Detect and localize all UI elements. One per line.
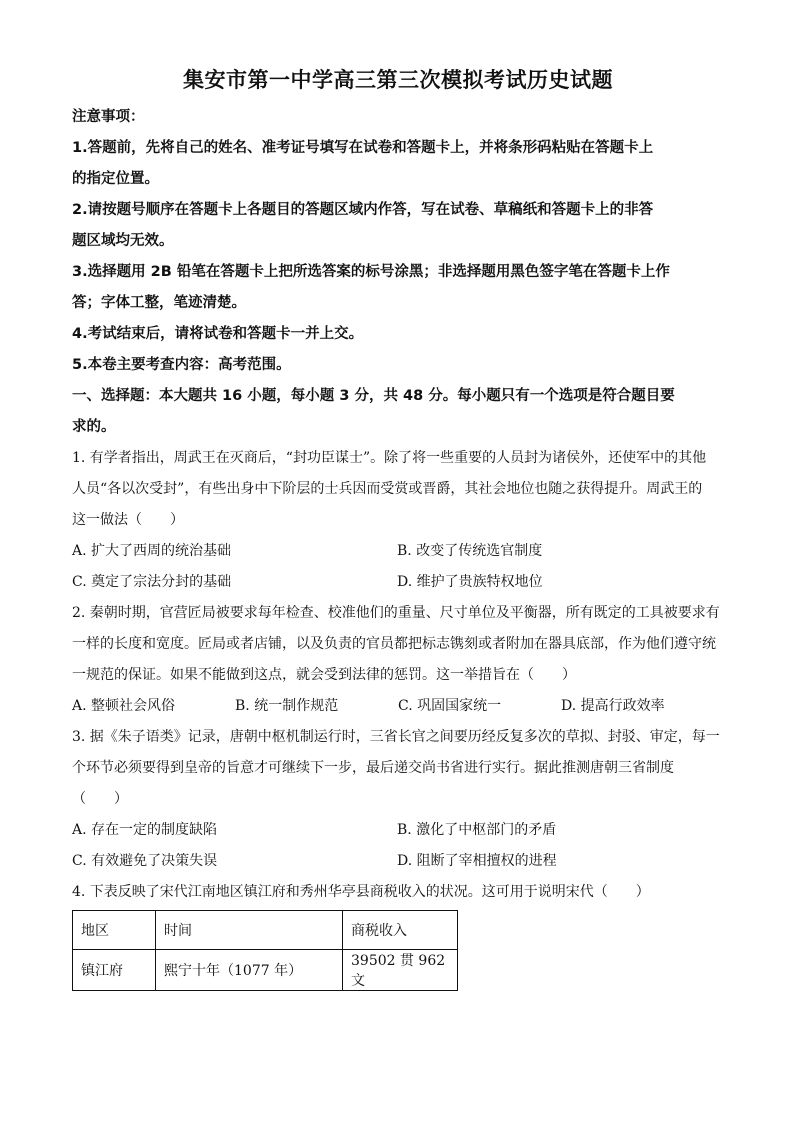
section-line: 一、选择题：本大题共 16 小题，每小题 3 分，共 48 分。每小题只有一个选项是符合题目要 (72, 388, 675, 404)
option-d: D. 提高行政效率 (561, 698, 665, 714)
table-row (73, 950, 458, 991)
table-header-cell: 商税收入 (343, 911, 458, 950)
notice-line: 题区域均无效。 (72, 233, 174, 249)
tax-table (72, 910, 458, 991)
exam-page (72, 62, 724, 991)
options-row (72, 691, 724, 722)
option-c: C. 巩固国家统一 (398, 698, 502, 714)
option-a: A. 整顿社会风俗 (72, 698, 176, 714)
question-line: （ ） (72, 791, 128, 807)
notice-line: 4.考试结束后，请将试卷和答题卡一并上交。 (72, 326, 364, 342)
question-2 (72, 598, 724, 722)
question-line: 3. 据《朱子语类》记录，唐朝中枢机制运行时，三省长官之间要历经反复多次的草拟、封驳、审定，每一 (72, 729, 720, 745)
notice-line: 答；字体工整，笔迹清楚。 (72, 295, 246, 311)
question-4 (72, 877, 724, 991)
table-cell: 镇江府 (73, 950, 156, 991)
question-line: 4. 下表反映了宋代江南地区镇江府和秀州华亭县商税收入的状况。这可用于说明宋代（ ） (72, 884, 650, 900)
options-row (72, 815, 724, 846)
notice-line: 5.本卷主要考查内容：高考范围。 (72, 357, 291, 373)
question-line: 这一做法（ ） (72, 512, 184, 528)
table-header-row (73, 911, 458, 950)
options-row (72, 536, 724, 567)
option-d: D. 阻断了宰相擅权的进程 (397, 853, 557, 869)
options-row (72, 567, 724, 598)
table-cell: 熙宁十年（1077 年） (156, 950, 343, 991)
question-3 (72, 722, 724, 877)
notice-line: 1.答题前，先将自己的姓名、准考证号填写在试卷和答题卡上，并将条形码粘贴在答题卡上 (72, 140, 654, 156)
page-title: 集安市第一中学高三第三次模拟考试历史试题 (183, 68, 613, 92)
table-cell: 39502 贯 962 文 (343, 950, 458, 991)
option-a: A. 扩大了西周的统治基础 (72, 543, 232, 559)
notice-line: 2.请按题号顺序在答题卡上各题目的答题区域内作答，写在试卷、草稿纸和答题卡上的非答 (72, 202, 654, 218)
section-line: 求的。 (72, 419, 116, 435)
notice-block (72, 102, 724, 381)
question-line: 一规范的保证。如果不能做到这点，就会受到法律的惩罚。这一举措旨在（ ） (72, 667, 576, 683)
question-line: 人员“各以次受封”，有些出身中下阶层的士兵因而受赏或晋爵，其社会地位也随之获得提升。周武王的 (72, 481, 703, 497)
question-line: 1. 有学者指出，周武王在灭商后，“封功臣谋士”。除了将一些重要的人员封为诸侯外，还使军中的其他 (72, 450, 707, 466)
option-b: B. 激化了中枢部门的矛盾 (397, 822, 557, 838)
question-line: 一样的长度和宽度。匠局或者店铺，以及负责的官员都把标志镌刻或者附加在器具底部，作为他们遵守统 (72, 636, 716, 652)
option-b: B. 改变了传统选官制度 (397, 543, 543, 559)
option-a: A. 存在一定的制度缺陷 (72, 822, 218, 838)
notice-line: 的指定位置。 (72, 171, 159, 187)
option-b: B. 统一制作规范 (235, 698, 339, 714)
question-line: 2. 秦朝时期，官营匠局被要求每年检查、校准他们的重量、尺寸单位及平衡器，所有既定的工具被要求有 (72, 605, 720, 621)
table-header-cell: 时间 (156, 911, 343, 950)
option-c: C. 奠定了宗法分封的基础 (72, 574, 232, 590)
table-header-cell: 地区 (73, 911, 156, 950)
option-d: D. 维护了贵族特权地位 (397, 574, 543, 590)
notice-heading: 注意事项： (72, 109, 145, 125)
notice-line: 3.选择题用 2B 铅笔在答题卡上把所选答案的标号涂黑；非选择题用黑色签字笔在答题卡上作 (72, 264, 670, 280)
options-row (72, 846, 724, 877)
option-c: C. 有效避免了决策失误 (72, 853, 218, 869)
question-line: 个环节必须要得到皇帝的旨意才可继续下一步，最后递交尚书省进行实行。据此推测唐朝三省制度 (72, 760, 674, 776)
section-heading (72, 381, 724, 443)
question-1 (72, 443, 724, 598)
